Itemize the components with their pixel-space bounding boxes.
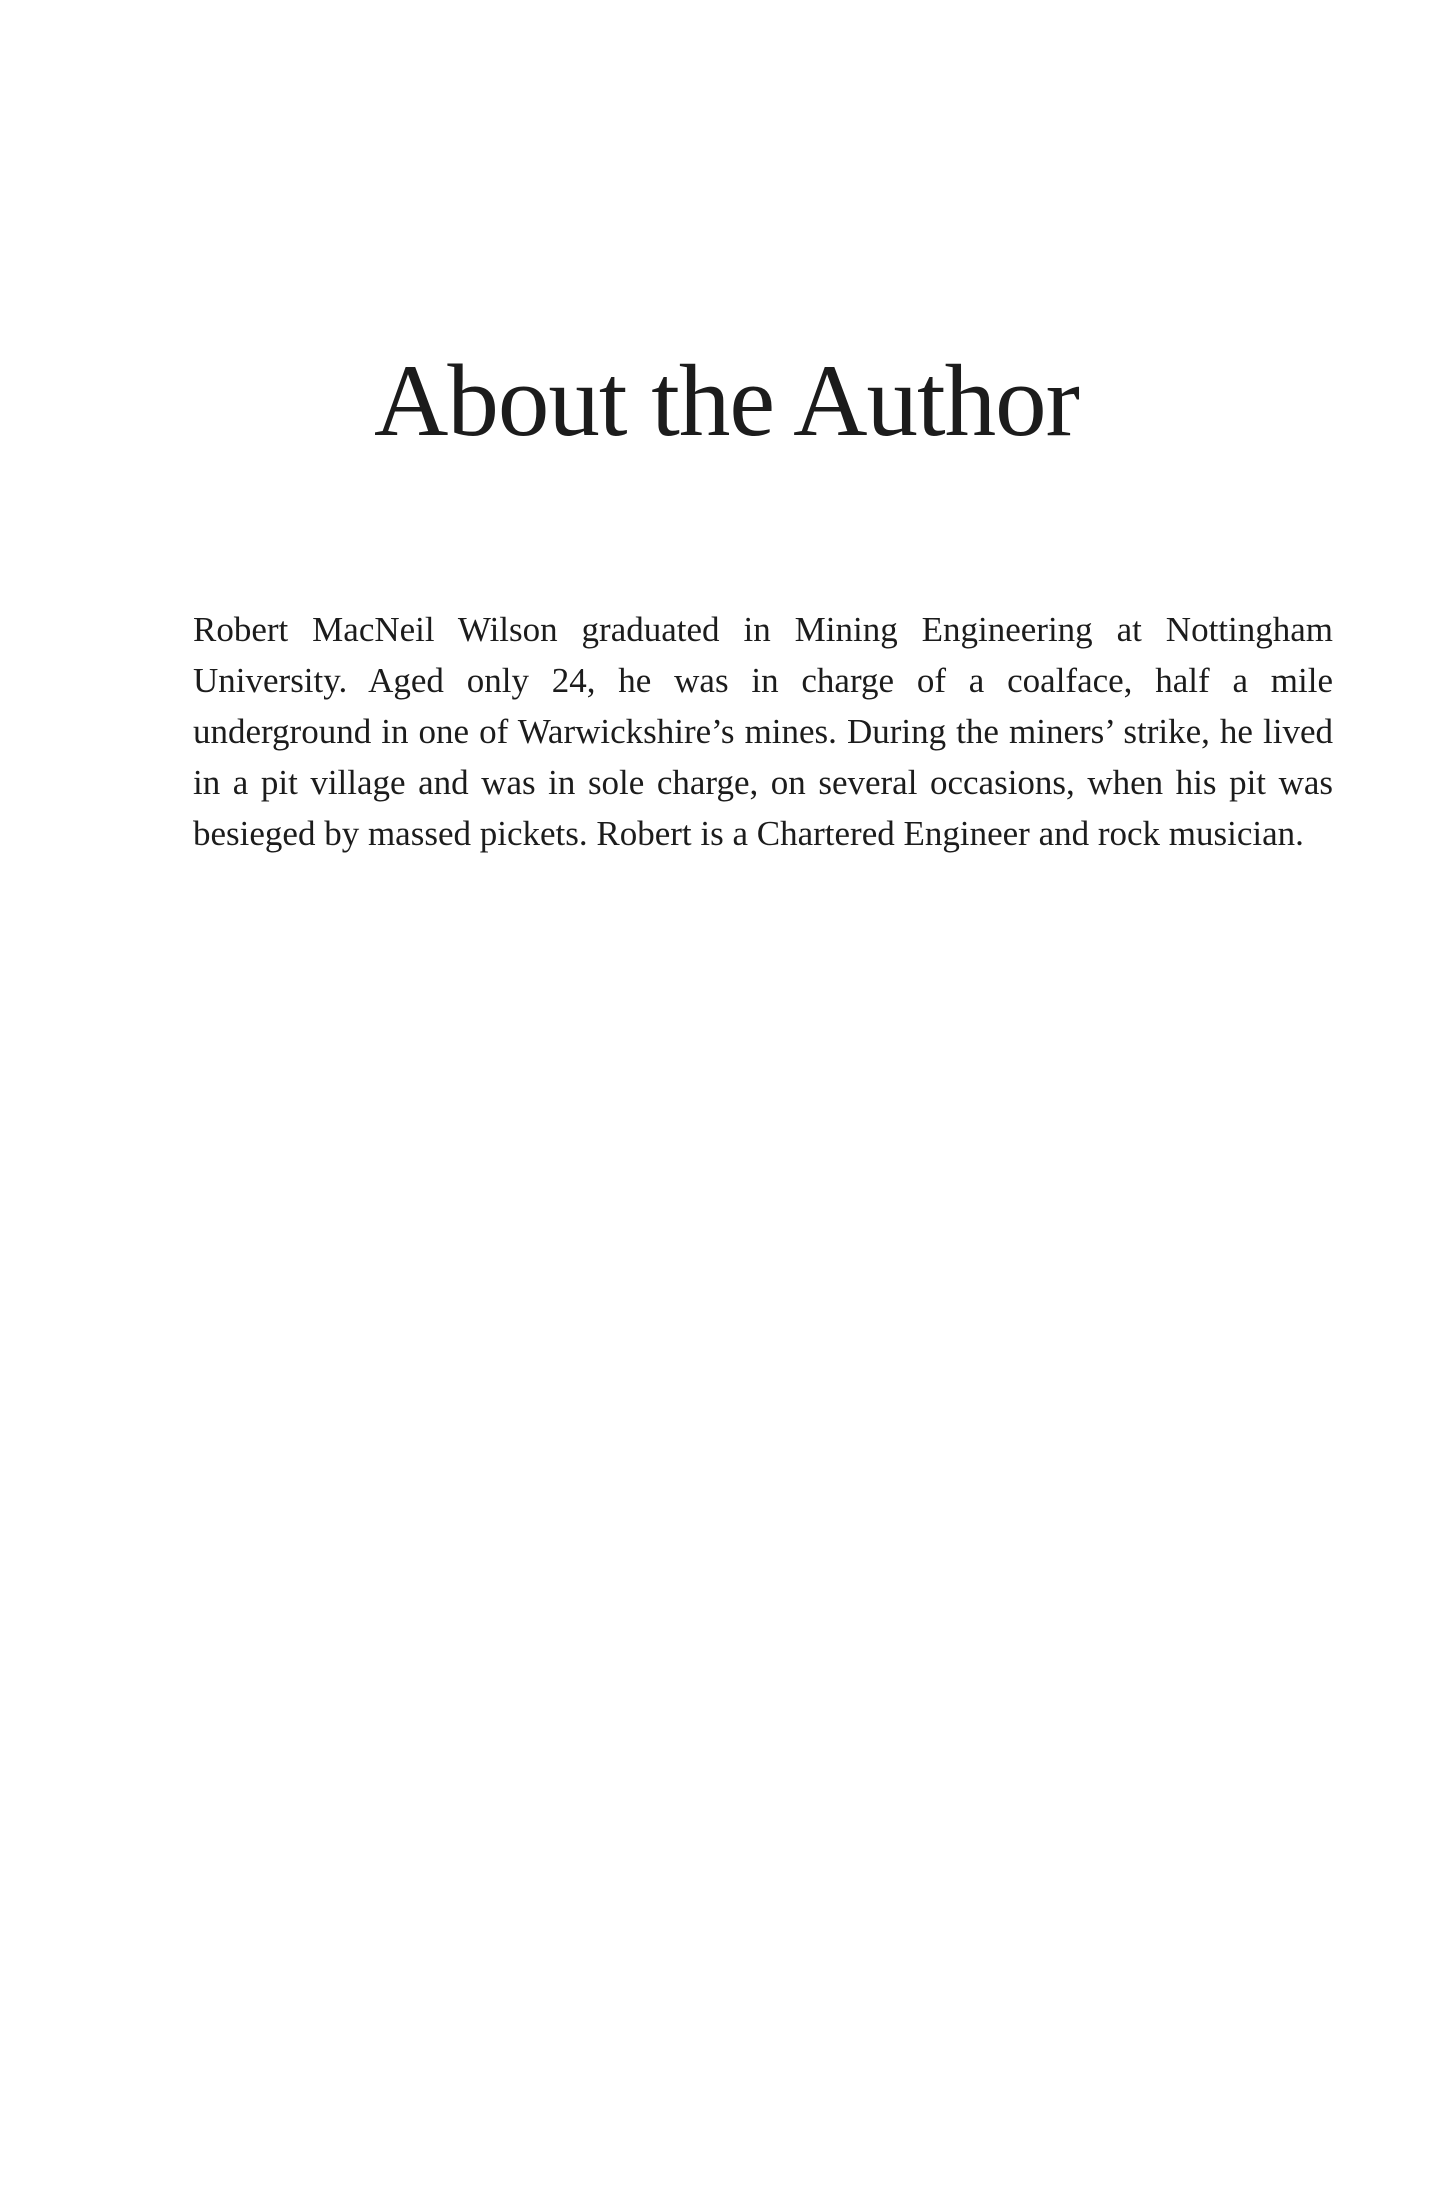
page-title: About the Author — [374, 344, 1079, 458]
author-bio-paragraph: Robert MacNeil Wilson graduated in Mining Engineering at Nottingham University. Aged only 24, he was in charge of a coalface, half a mile underground in one of Warwickshire’s mines. During the miners’ strike, he lived in a pit village and was in sole charge, on several occasions, when his pit was besieged by massed pickets. Robert is a Chartered Engineer and rock musician. — [193, 610, 1333, 853]
